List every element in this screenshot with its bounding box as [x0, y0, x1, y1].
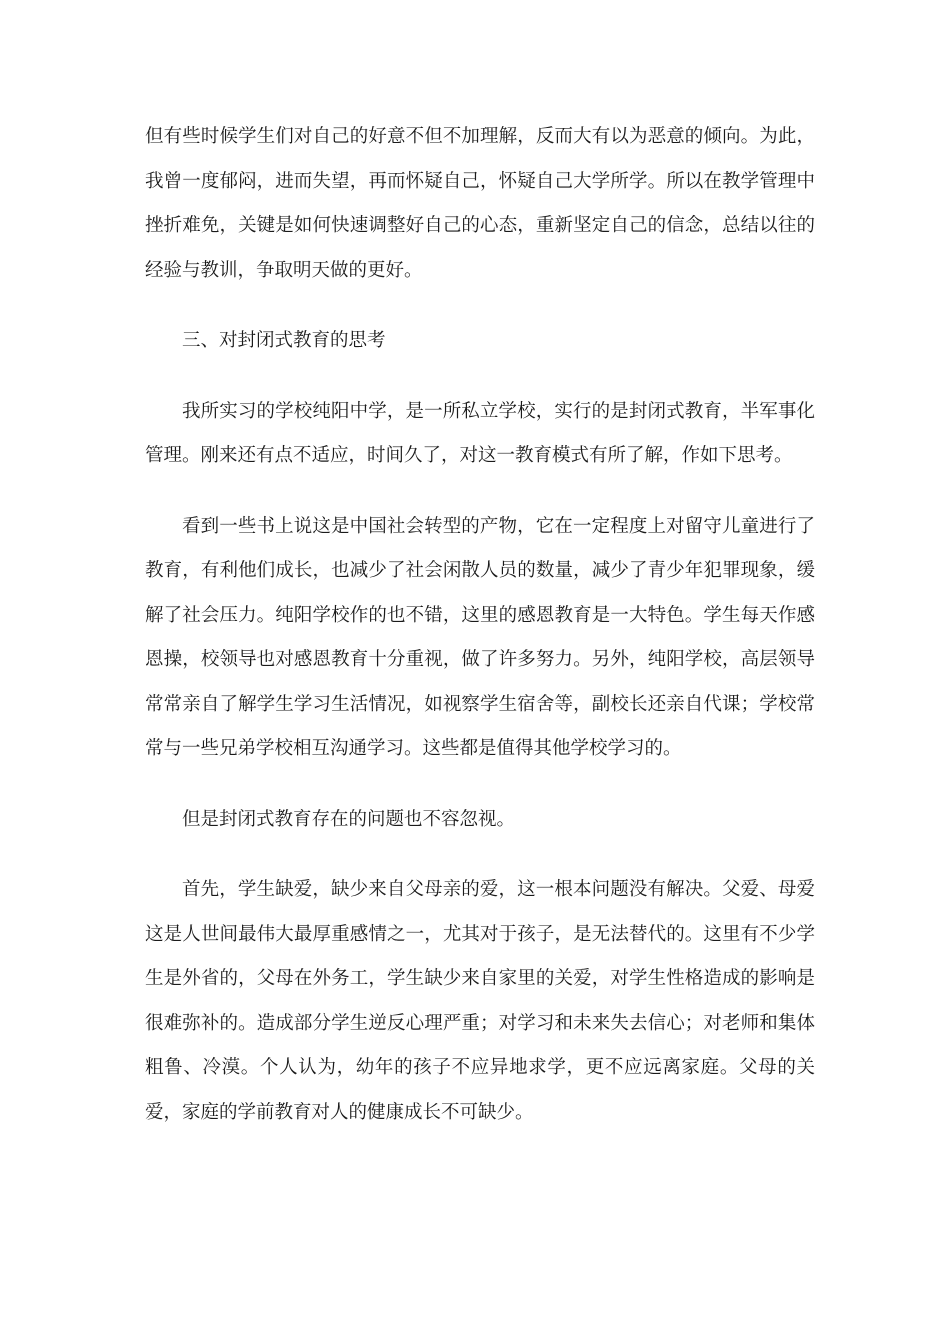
paragraph: 看到一些书上说这是中国社会转型的产物，它在一定程度上对留守儿童进行了教育，有利他们成长，也减少了社会闲散人员的数量，减少了青少年犯罪现象，缓解了社会压力。纯阳学校作的也不错，这里的感恩教育是一大特色。学生每天作感恩操，校领导也对感恩教育十分重视，做了许多努力。另外，纯阳学校，高层领导常常亲自了解学生学习生活情况，如视察学生宿舍等，副校长还亲自代课；学校常常与一些兄弟学校相互沟通学习。这些都是值得其他学校学习的。	[145, 515, 815, 759]
document-body	[145, 115, 815, 1161]
paragraph-continuation: 但有些时候学生们对自己的好意不但不加理解，反而大有以为恶意的倾向。为此，我曾一度郁闷，进而失望，再而怀疑自己，怀疑自己大学所学。所以在教学管理中挫折难免，关键是如何快速调整好自己的心态，重新坚定自己的信念，总结以往的经验与教训，争取明天做的更好。	[145, 126, 815, 281]
paragraph: 首先，学生缺爱，缺少来自父母亲的爱，这一根本问题没有解决。父爱、母爱这是人世间最伟大最厚重感情之一，尤其对于孩子，是无法替代的。这里有不少学生是外省的，父母在外务工，学生缺少来自家里的关爱，对学生性格造成的影响是很难弥补的。造成部分学生逆反心理严重；对学习和未来失去信心；对老师和集体粗鲁、冷漠。个人认为，幼年的孩子不应异地求学，更不应远离家庭。父母的关爱，家庭的学前教育对人的健康成长不可缺少。	[145, 879, 815, 1123]
paragraph: 我所实习的学校纯阳中学，是一所私立学校，实行的是封闭式教育，半军事化管理。刚来还有点不适应，时间久了，对这一教育模式有所了解，作如下思考。	[145, 400, 815, 466]
section-heading: 三、对封闭式教育的思考	[182, 330, 386, 351]
paragraph: 但是封闭式教育存在的问题也不容忽视。	[182, 808, 516, 830]
